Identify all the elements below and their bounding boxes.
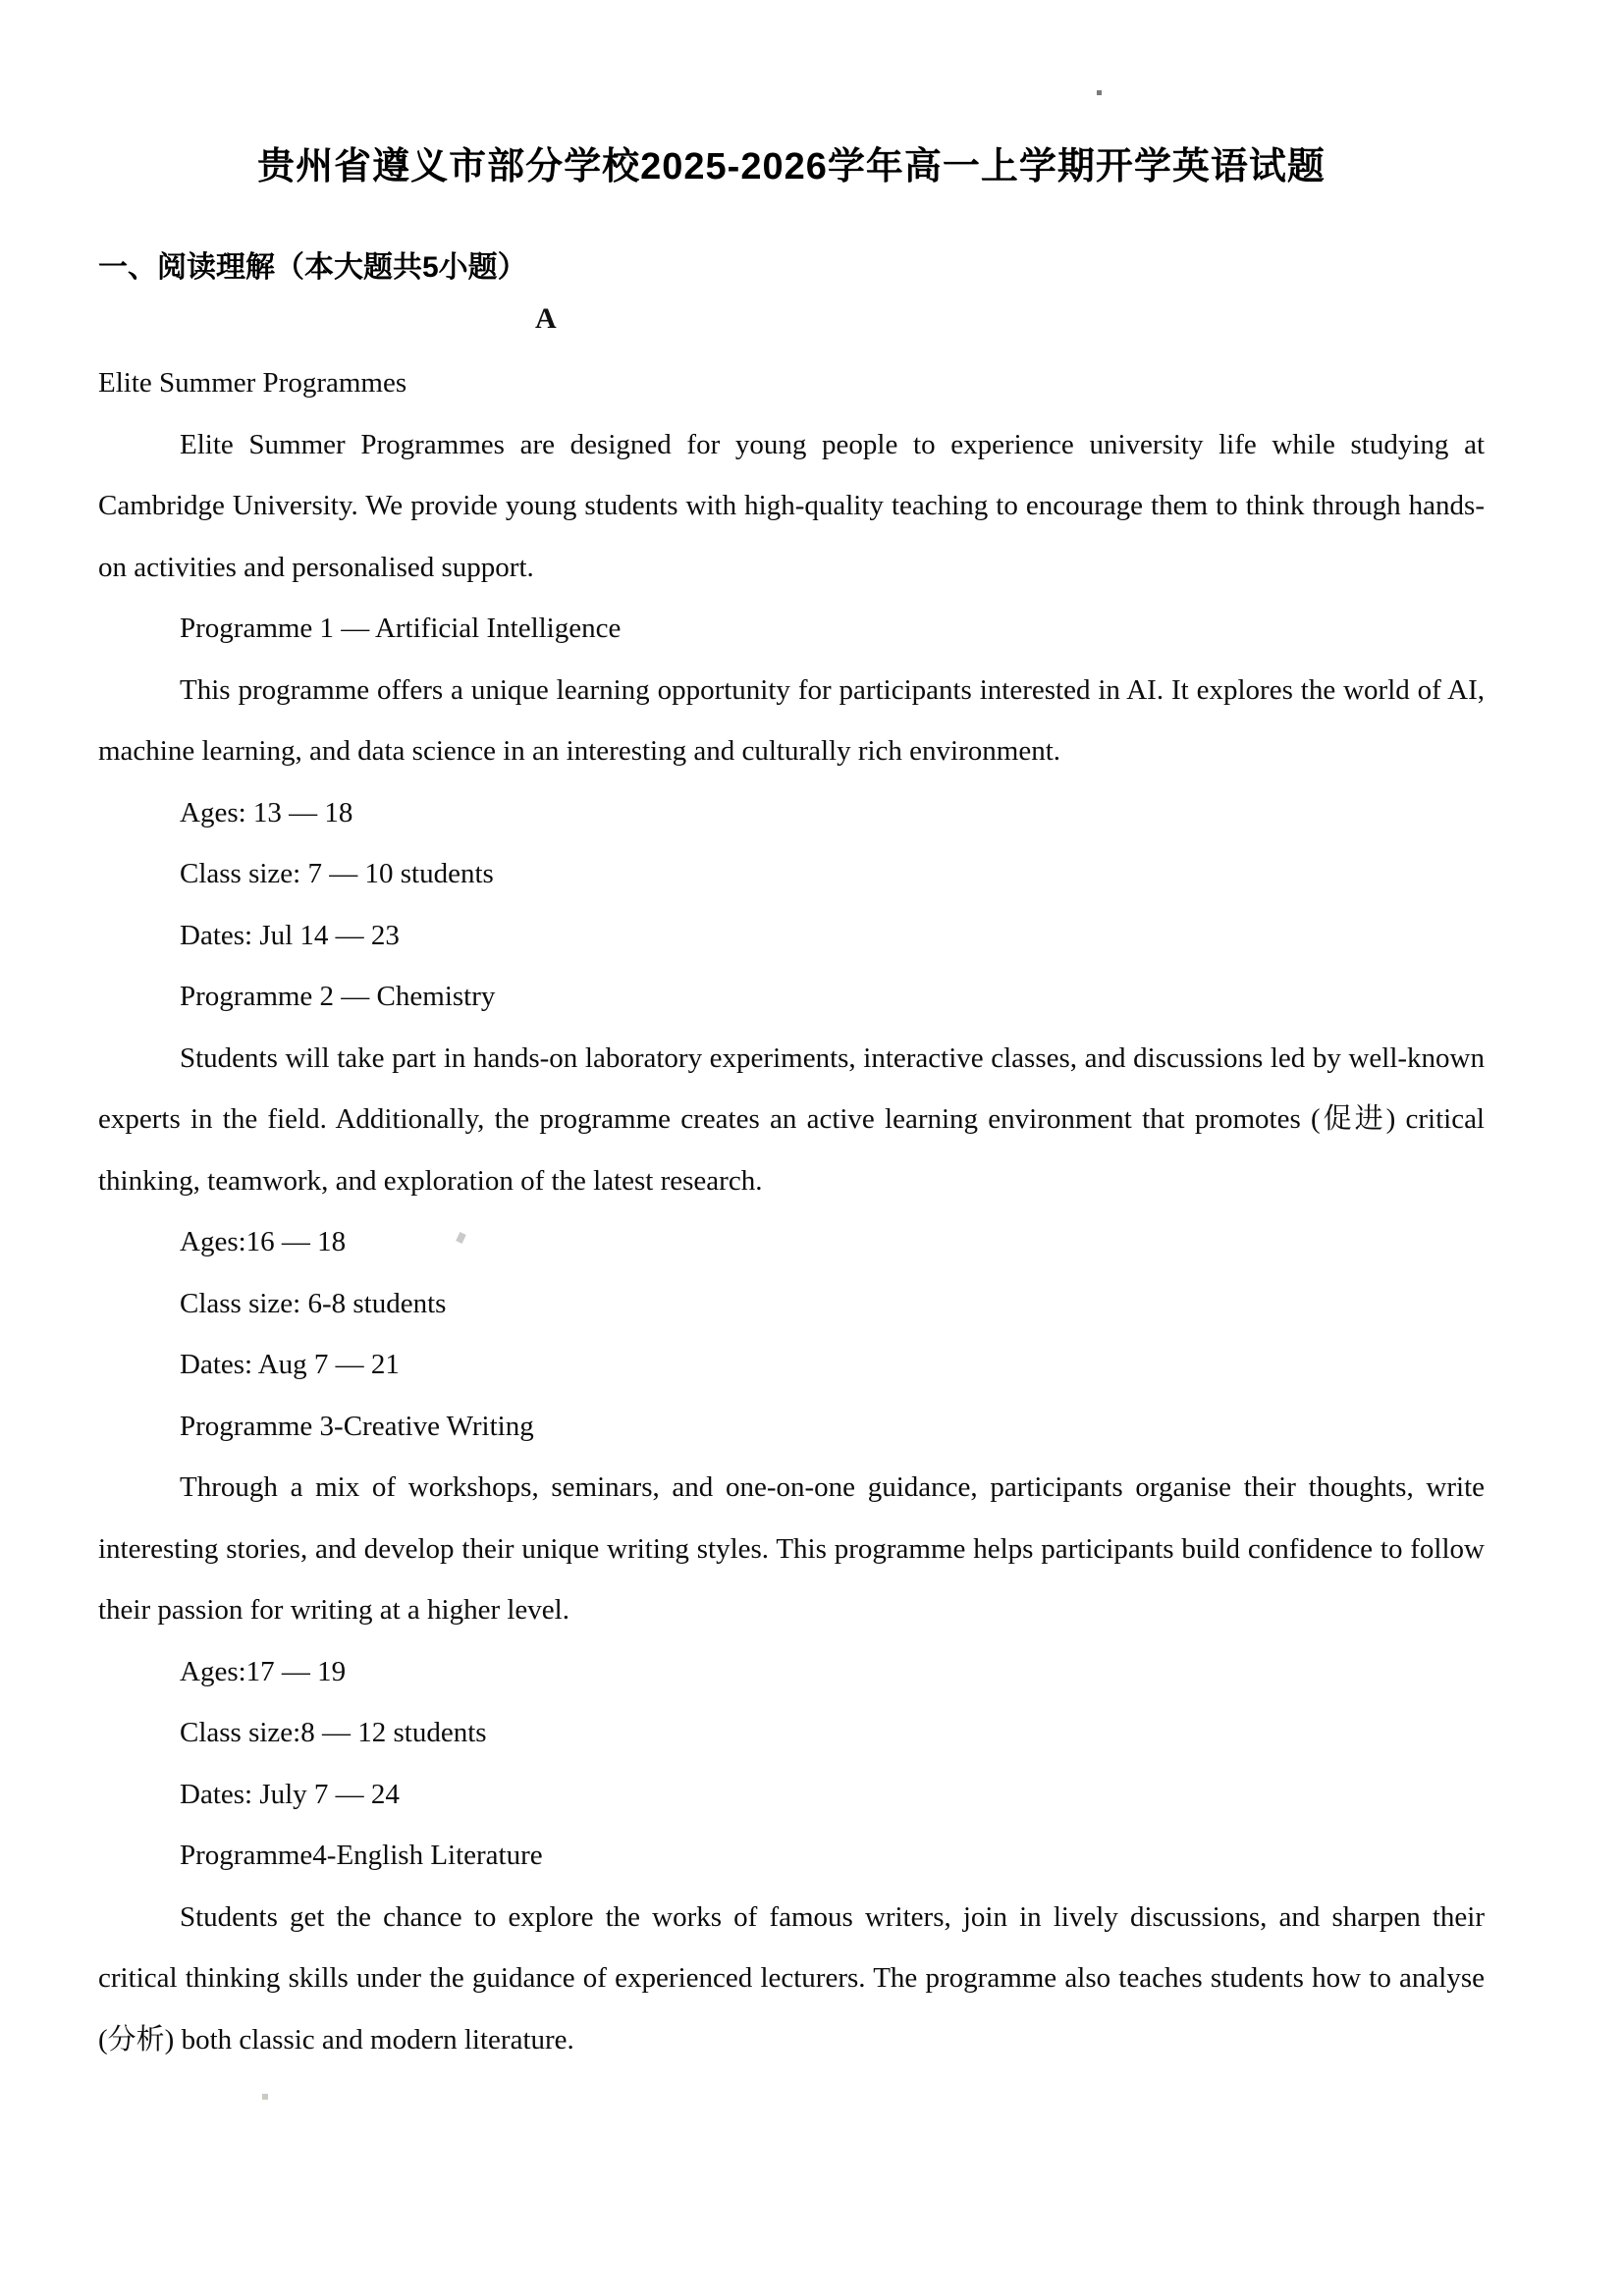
passage-paragraph: Students will take part in hands-on laboratory experiments, interactive classes, and discussions led by well-known experts in the field. Additionally, the programme creates an active learning environment that promotes (促进) critical thinking, teamwork, and exploration of the latest research.	[98, 1041, 1485, 1197]
passage-line: Dates: Aug 7 — 21	[180, 1349, 400, 1380]
passage-line: Programme 2 — Chemistry	[180, 981, 496, 1012]
passage-paragraph: Through a mix of workshops, seminars, and one-on-one guidance, participants organise their thoughts, write interesting stories, and develop their unique writing styles. This programme helps participants build confidence to follow their passion for writing at a higher level.	[98, 1471, 1485, 1626]
passage-line: Ages:16 — 18	[180, 1226, 347, 1257]
passage-line: Programme4-English Literature	[180, 1840, 543, 1871]
passage-paragraph: This programme offers a unique learning opportunity for participants interested in AI. It explores the world of AI, machine learning, and data science in an interesting and culturally rich environment.	[98, 673, 1485, 767]
stray-ink-speck	[262, 2094, 268, 2100]
passage-paragraph: Elite Summer Programmes are designed for young people to experience university life while studying at Cambridge University. We provide young students with high-quality teaching to encourage them to think through hands-on activities and personalised support.	[98, 428, 1485, 583]
passage-body	[98, 352, 1485, 2070]
passage-paragraph: Students get the chance to explore the works of famous writers, join in lively discussions, and sharpen their critical thinking skills under the guidance of experienced lecturers. The programme also teaches students how to analyse (分析) both classic and modern literature.	[98, 1900, 1485, 2056]
passage-label: A	[535, 302, 557, 335]
passage-line: Dates: July 7 — 24	[180, 1778, 400, 1810]
passage-line: Class size: 6-8 students	[180, 1287, 447, 1319]
passage-line: Ages: 13 — 18	[180, 796, 353, 828]
section-heading-reading-comprehension: 一、阅读理解（本大题共5小题）	[98, 251, 527, 284]
passage-line: Class size: 7 — 10 students	[180, 858, 494, 889]
passage-line: Elite Summer Programmes	[98, 367, 407, 399]
passage-line: Dates: Jul 14 — 23	[180, 919, 400, 951]
stray-ink-speck	[1097, 90, 1102, 95]
passage-line: Programme 3-Creative Writing	[180, 1410, 534, 1442]
passage-line: Class size:8 — 12 students	[180, 1717, 487, 1748]
document-title: 贵州省遵义市部分学校2025-2026学年高一上学期开学英语试题	[257, 146, 1326, 187]
passage-line: Programme 1 — Artificial Intelligence	[180, 613, 622, 644]
passage-line: Ages:17 — 19	[180, 1655, 347, 1687]
